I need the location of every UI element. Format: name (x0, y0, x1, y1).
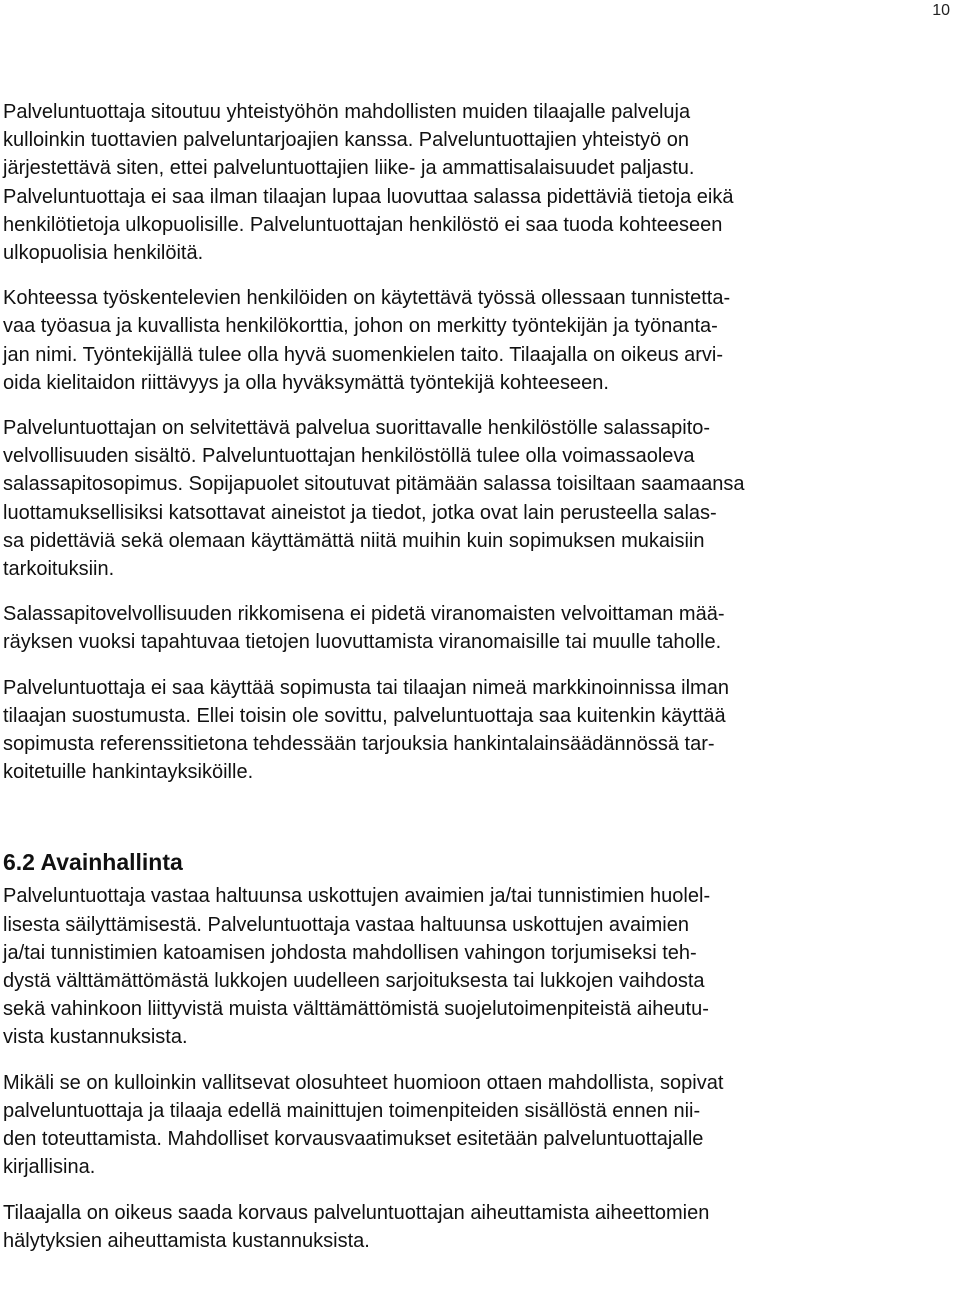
text-line: sopimusta referenssitietona tehdessään tarjouksia hankintalainsäädännössä tar- (3, 733, 715, 756)
text-line: Salassapitovelvollisuuden rikkomisena ei pidetä viranomaisten velvoittaman mää- (3, 603, 725, 626)
paragraph-false-alarms (3, 1199, 853, 1255)
text-line: jan nimi. Työntekijällä tulee olla hyvä suomenkielen taito. Tilaajalla on oikeus arvi- (3, 343, 724, 366)
text-line: räyksen vuoksi tapahtuvaa tietojen luovuttamista viranomaisille tai muulle taholle. (3, 631, 722, 654)
paragraph-confidentiality (3, 414, 853, 583)
text-line: dystä välttämättömästä lukkojen uudelleen sarjoituksesta tai lukkojen vaihdosta (3, 970, 705, 993)
text-line: kirjallisina. (3, 1156, 96, 1179)
text-line: sa pidettäviä sekä olemaan käyttämättä niitä muihin kuin sopimuksen mukaisiin (3, 529, 705, 552)
text-line: palveluntuottaja ja tilaaja edellä mainittujen toimenpiteiden sisällöstä ennen nii- (3, 1099, 701, 1122)
text-line: oida kielitaidon riittävyys ja olla hyväksymättä työntekijä kohteeseen. (3, 371, 609, 394)
text-line: Tilaajalla on oikeus saada korvaus palveluntuottajan aiheuttamista aiheettomien (3, 1201, 710, 1224)
text-line: tarkoituksiin. (3, 558, 115, 581)
paragraph-key-custody (3, 882, 853, 1051)
text-line: Kohteessa työskentelevien henkilöiden on käytettävä työssä ollessaan tunnistetta- (3, 287, 731, 310)
text-line: ulkopuolisia henkilöitä. (3, 242, 204, 265)
paragraph-measures-agreement (3, 1069, 853, 1182)
text-line: järjestettävä siten, ettei palveluntuottajien liike- ja ammattisalaisuudet paljastu. (3, 157, 695, 180)
paragraph-work-attire (3, 284, 853, 397)
paragraph-cooperation (3, 98, 853, 267)
page-number: 10 (932, 2, 950, 19)
text-line: Palveluntuottajan on selvitettävä palvelua suorittavalle henkilöstölle salassapito- (3, 417, 711, 440)
text-line: Mikäli se on kulloinkin vallitsevat olosuhteet huomioon ottaen mahdollista, sopivat (3, 1071, 724, 1094)
text-line: tilaajan suostumusta. Ellei toisin ole sovittu, palveluntuottaja saa kuitenkin käyttää (3, 704, 726, 727)
text-line: luottamuksellisiksi katsottavat aineistot ja tiedot, jotka ovat lain perusteella salas- (3, 501, 717, 524)
section-heading: 6.2 Avainhallinta (3, 849, 183, 876)
text-line: Palveluntuottaja ei saa ilman tilaajan lupaa luovuttaa salassa pidettäviä tietoja eikä (3, 185, 734, 208)
text-line: koitetuille hankintayksiköille. (3, 761, 254, 784)
text-line: velvollisuuden sisältö. Palveluntuottajan henkilöstöllä tulee olla voimassaoleva (3, 445, 695, 468)
text-line: vaa työasua ja kuvallista henkilökorttia, johon on merkitty työntekijän ja työnanta- (3, 315, 718, 338)
text-line: vista kustannuksista. (3, 1026, 188, 1049)
text-line: salassapitosopimus. Sopijapuolet sitoutuvat pitämään salassa toisiltaan saamaansa (3, 473, 745, 496)
text-line: hälytyksien aiheuttamista kustannuksista. (3, 1229, 370, 1252)
paragraph-marketing (3, 674, 853, 787)
text-line: Palveluntuottaja ei saa käyttää sopimusta tai tilaajan nimeä markkinoinnissa ilman (3, 676, 729, 699)
text-line: lisesta säilyttämisestä. Palveluntuottaja vastaa haltuunsa uskottujen avaimien (3, 913, 689, 936)
text-line: sekä vahinkoon liittyvistä muista välttämättömistä suojelutoimenpiteistä aiheutu- (3, 998, 709, 1021)
document-body (3, 98, 853, 1255)
text-line: den toteuttamista. Mahdolliset korvausvaatimukset esitetään palveluntuottajalle (3, 1128, 704, 1151)
text-line: kulloinkin tuottavien palveluntarjoajien kanssa. Palveluntuottajien yhteistyö on (3, 129, 689, 152)
text-line: Palveluntuottaja vastaa haltuunsa uskottujen avaimien ja/tai tunnistimien huolel- (3, 885, 711, 908)
text-line: Palveluntuottaja sitoutuu yhteistyöhön mahdollisten muiden tilaajalle palveluja (3, 101, 691, 123)
text-line: ja/tai tunnistimien katoamisen johdosta mahdollisen vahingon torjumiseksi teh- (3, 941, 697, 964)
text-line: henkilötietoja ulkopuolisille. Palveluntuottajan henkilöstö ei saa tuoda kohteeseen (3, 213, 723, 236)
paragraph-authority-disclosure (3, 600, 853, 656)
